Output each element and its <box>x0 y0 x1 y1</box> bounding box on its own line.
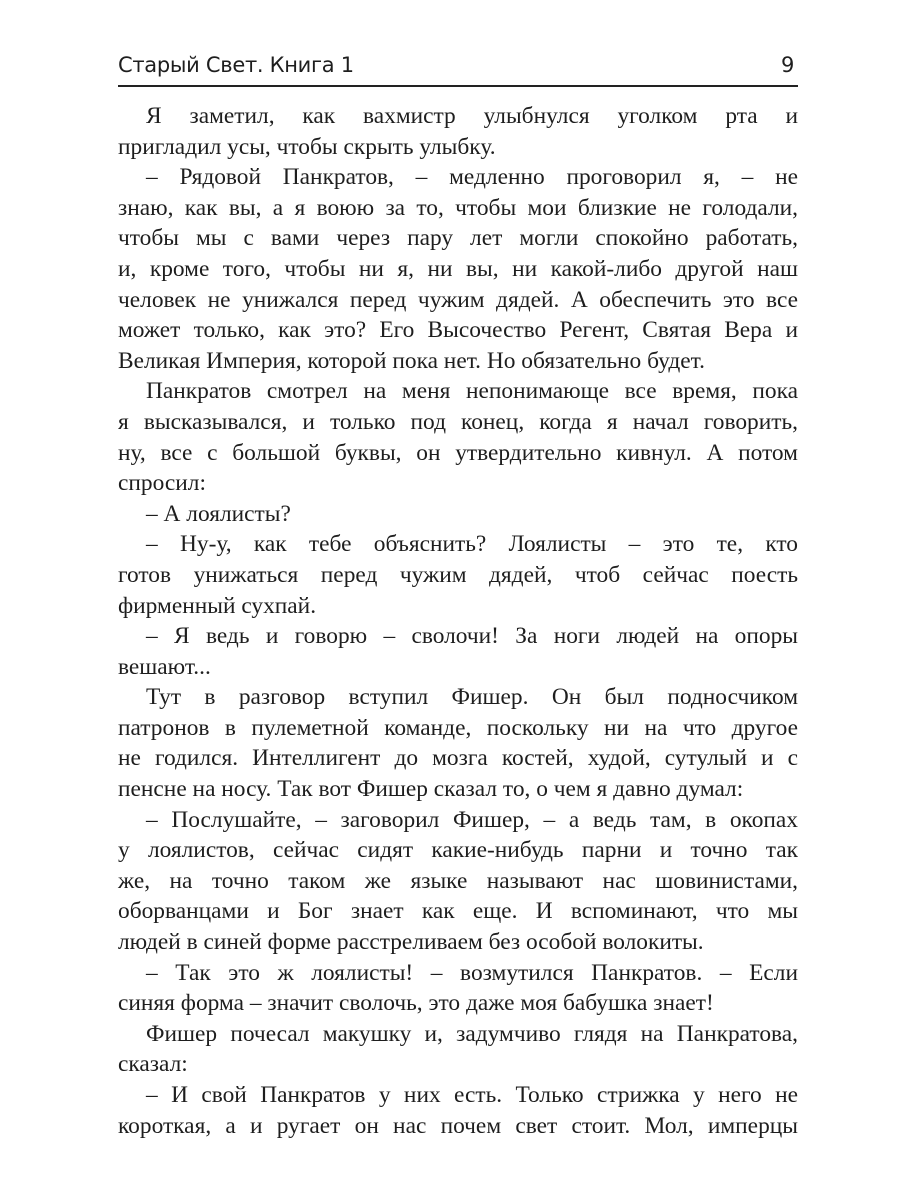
text-line: Тут в разговор вступил Фишер. Он был подносчиком <box>146 684 798 711</box>
text-line: Я заметил, как вахмистр улыбнулся уголком рта и <box>146 103 798 129</box>
text-line: вешают... <box>118 653 211 680</box>
text-line: пригладил усы, чтобы скрыть улыбку. <box>118 133 496 160</box>
text-line: может только, как это? Его Высочество Регент, Святая Вера и <box>118 317 798 344</box>
book-title: Старый Свет. Книга 1 <box>118 53 354 77</box>
text-line: не годился. Интеллигент до мозга костей, худой, сутулый и с <box>118 745 798 772</box>
text-line: людей в синей форме расстреливаем без особой волокиты. <box>118 929 704 956</box>
text-line: ну, все с большой буквы, он утвердительно кивнул. А потом <box>118 439 798 466</box>
text-line: Панкратов смотрел на меня непонимающе все время, пока <box>146 378 798 405</box>
text-line: Великая Империя, которой пока нет. Но обязательно будет. <box>118 347 705 374</box>
text-line: фирменный сухпай. <box>118 592 317 619</box>
text-line: синяя форма – значит сволочь, это даже моя бабушка знает! <box>118 990 714 1017</box>
text-line: – Я ведь и говорю – сволочи! За ноги людей на опоры <box>146 623 798 650</box>
text-line: оборванцами и Бог знает как еще. И вспоминают, что мы <box>118 898 798 925</box>
text-line: человек не унижался перед чужим дядей. А обеспечить это все <box>118 286 798 313</box>
text-line: знаю, как вы, а я воюю за то, чтобы мои близкие не голодали, <box>118 194 798 221</box>
text-line: Фишер почесал макушку и, задумчиво глядя на Панкратова, <box>146 1020 798 1047</box>
text-line: же, на точно таком же языке называют нас шовинистами, <box>118 867 798 894</box>
text-line: я высказывался, и только под конец, когда я начал говорить, <box>118 408 798 435</box>
text-line: – А лоялисты? <box>146 500 291 527</box>
book-page <box>118 52 798 1141</box>
page-number: 9 <box>780 53 794 77</box>
text-line: – Рядовой Панкратов, – медленно проговорил я, – не <box>146 164 798 191</box>
text-line: пенсне на носу. Так вот Фишер сказал то, о чем я давно думал: <box>118 776 744 803</box>
body-text <box>118 101 798 1141</box>
text-line: готов унижаться перед чужим дядей, чтоб сейчас поесть <box>118 561 798 588</box>
text-line: – Ну-у, как тебе объяснить? Лоялисты – это те, кто <box>146 531 798 558</box>
text-line: спросил: <box>118 470 206 497</box>
text-line: – И свой Панкратов у них есть. Только стрижка у него не <box>146 1082 798 1108</box>
text-line: сказал: <box>118 1051 188 1078</box>
text-line: и, кроме того, чтобы ни я, ни вы, ни какой-либо другой наш <box>118 255 798 282</box>
text-line: у лоялистов, сейчас сидят какие-нибудь парни и точно так <box>118 837 798 864</box>
text-line: патронов в пулеметной команде, поскольку ни на что другое <box>118 714 798 741</box>
text-line: короткая, а и ругает он нас почем свет стоит. Мол, имперцы <box>118 1112 798 1139</box>
running-head <box>118 52 798 87</box>
text-line: чтобы мы с вами через пару лет могли спокойно работать, <box>118 225 798 252</box>
text-line: – Так это ж лоялисты! – возмутился Панкратов. – Если <box>146 959 798 986</box>
text-line: – Послушайте, – заговорил Фишер, – а ведь там, в окопах <box>146 806 798 833</box>
